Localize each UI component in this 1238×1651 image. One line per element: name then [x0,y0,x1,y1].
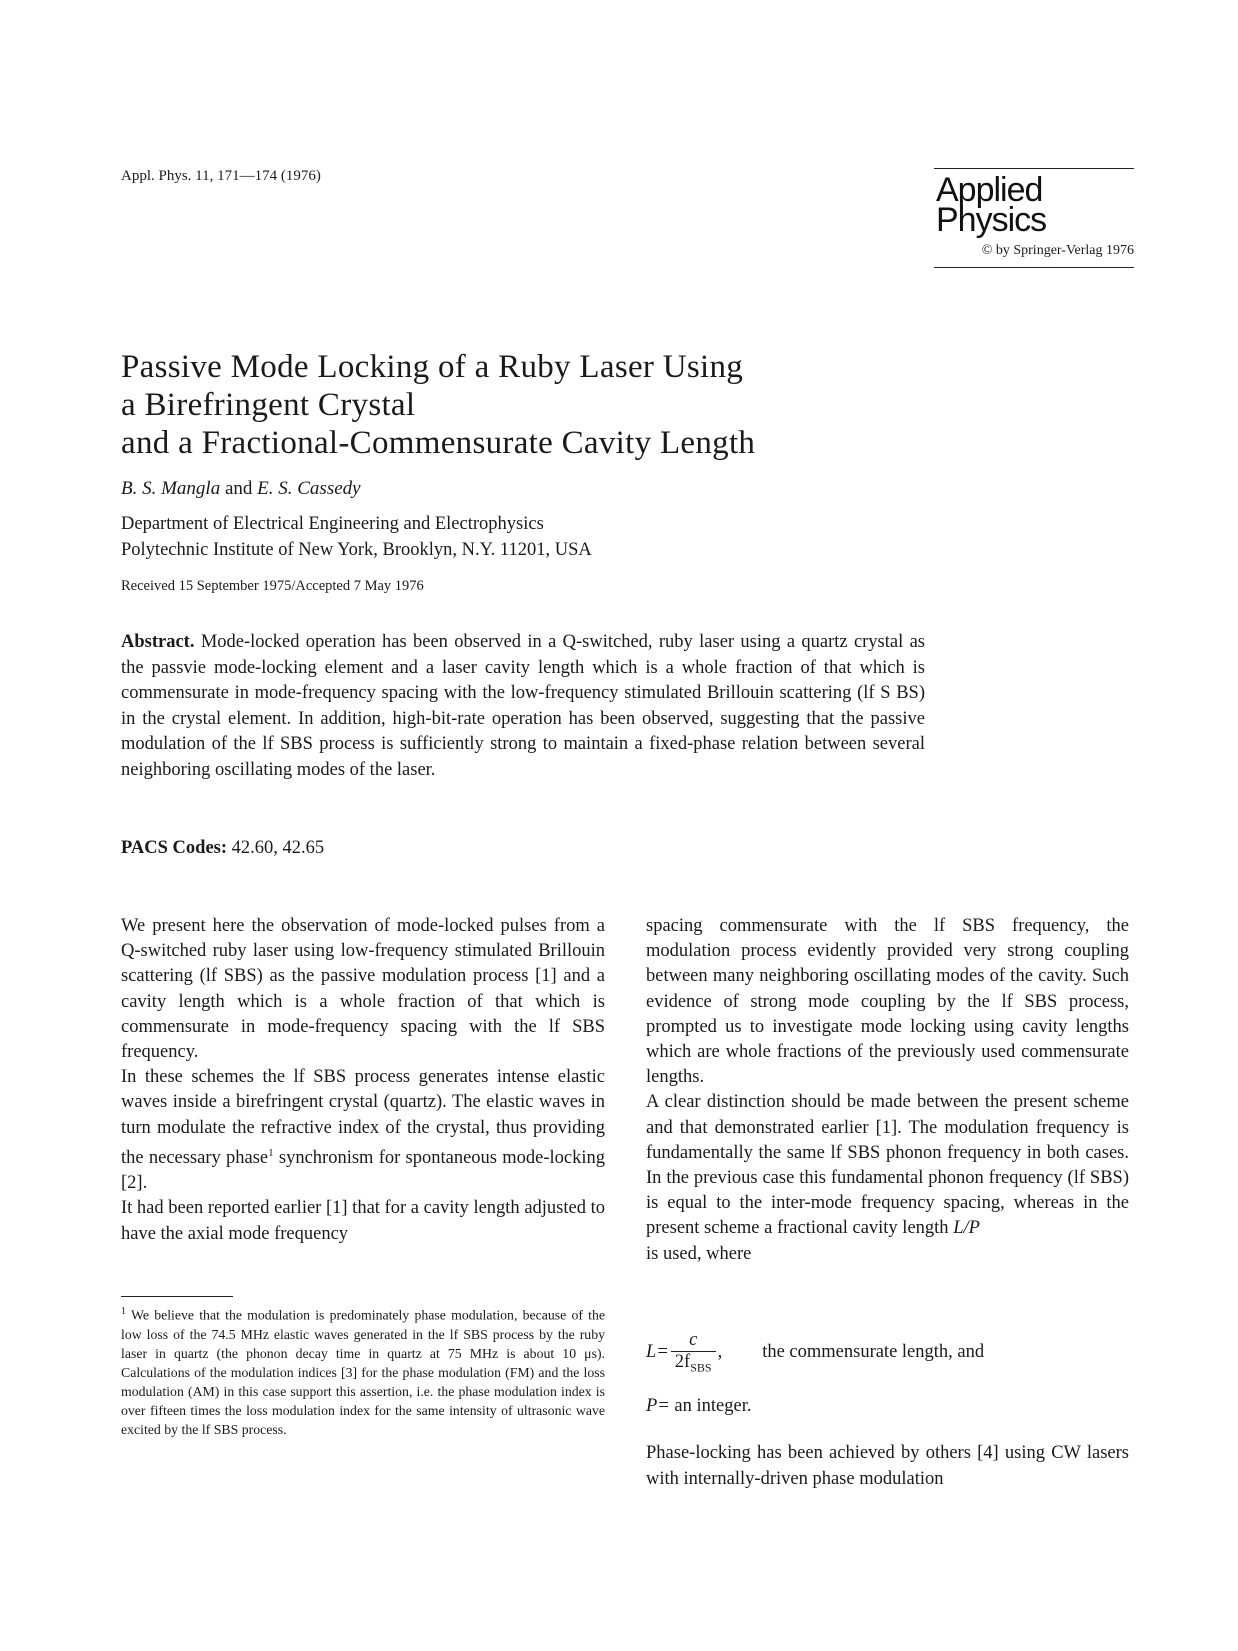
footnote [121,1302,605,1439]
title-line-2: a Birefringent Crystal [121,387,416,423]
footnote-mark: 1 [121,1306,126,1317]
authors [121,478,361,500]
right-column [646,914,1129,1267]
journal-logo-line2: Physics [936,201,1047,239]
equation-lhs: L= [646,1342,669,1363]
affiliation-line-2: Polytechnic Institute of New York, Brooklyn, N.Y. 11201, USA [121,540,592,560]
abstract-label: Abstract. [121,632,195,652]
right-paragraph-1: spacing commensurate with the lf SBS frequency, the modulation process evidently provided very strong coupling between many neighboring oscillating modes of the cavity. Such evidence of strong mode coupling by the lf SBS process, prompted us to investigate mode locking using cavity lengths which are whole fractions of the previously used commensurate lengths. [646,916,1129,1088]
author-1: B. S. Mangla [121,478,221,499]
right-paragraph-3: Phase-locking has been achieved by others [4] using CW lasers with internally-driven phase modulation [646,1443,1129,1489]
footnote-divider [121,1296,233,1297]
abstract-text: Mode-locked operation has been observed in a Q-switched, ruby laser using a quartz crystal as the passvie mode-locking element and a laser cavity length which is a whole fraction of that which is commensurate in mode-frequency spacing with the low-frequency stimulated Brillouin scattering (lf S BS) in the crystal element. In addition, high-bit-rate operation has been observed, suggesting that the passive modulation of the lf SBS process is sufficiently strong to maintain a fixed-phase relation between several neighboring oscillating modes of the laser. [121,632,926,780]
equation-commensurate-length [646,1330,984,1376]
affiliation [121,511,592,563]
pacs-codes [121,838,324,859]
title-line-1: Passive Mode Locking of a Ruby Laser Using [121,349,744,385]
paper-title [121,348,755,462]
abstract [121,630,925,783]
left-paragraph-3: It had been reported earlier [1] that for a cavity length adjusted to have the axial mode frequency [121,1198,605,1244]
received-dates: Received 15 September 1975/Accepted 7 May 1976 [121,578,424,594]
equation-integer [646,1396,751,1417]
left-paragraph-1: We present here the observation of mode-locked pulses from a Q-switched ruby laser using low-frequency stimulated Brillouin scattering (lf SBS) as the passive modulation process [1] and a cavity length which is a whole fraction of that which is commensurate in mode-frequency spacing with the lf SBS frequency. [121,916,605,1063]
affiliation-line-1: Department of Electrical Engineering and Electrophysics [121,514,544,534]
pacs-value: 42.60, 42.65 [231,838,325,858]
copyright-notice: © by Springer-Verlag 1976 [981,243,1134,258]
equation-numerator: c [671,1330,716,1352]
right-paragraph-2: A clear distinction should be made between the present scheme and that demonstrated earlier [1]. The modulation frequency is fundamentally the same lf SBS phonon frequency in both cases. In the previous case this fundamental phonon frequency (lf SBS) is equal to the inter-mode frequency spacing, whereas in the present scheme a fractional cavity length L/P is used, where [646,1092,1129,1264]
footnote-text: We believe that the modulation is predominately phase modulation, because of the low loss of the 74.5 MHz elastic waves generated in the lf SBS process by the ruby laser in quartz (the phonon decay time in quartz at 75 MHz is about 10 μs). Calculations of the modulation indices [3] for the phase modulation (FM) and the loss modulation (AM) in this case support this assertion, i.e. the phase modulation index is over fifteen times the loss modulation index for the same intensity of ultrasonic wave excited by the lf SBS process. [121,1307,605,1437]
left-column [121,914,605,1247]
journal-logo-line1: Applied [936,171,1043,209]
fraction-variable: L/P [953,1218,980,1239]
equation-denominator: $2f_{SBS}$ [674,1352,712,1375]
left-paragraph-2: In these schemes the lf SBS process generates intense elastic waves inside a birefringent crystal (quartz). The elastic waves in turn modulate the refractive index of the crystal, thus providing the necessary phase$^1$ synchronism for spontaneous mode-locking [2]. [121,1067,605,1194]
author-and: and [224,478,253,499]
equation-fraction [671,1330,716,1376]
author-2: E. S. Cassedy [257,478,361,499]
equation-comma: , [717,1342,723,1363]
title-line-3: and a Fractional-Commensurate Cavity Length [121,425,756,461]
journal-citation: Appl. Phys. 11, 171—174 (1976) [121,168,321,184]
integer-description: an integer. [674,1396,752,1416]
pacs-label: PACS Codes: [121,838,228,858]
integer-lhs: P= [646,1396,670,1416]
footnote-ref: 1 [268,1146,274,1159]
journal-logo-block [934,168,1134,268]
equation-description: the commensurate length, and [762,1342,985,1363]
